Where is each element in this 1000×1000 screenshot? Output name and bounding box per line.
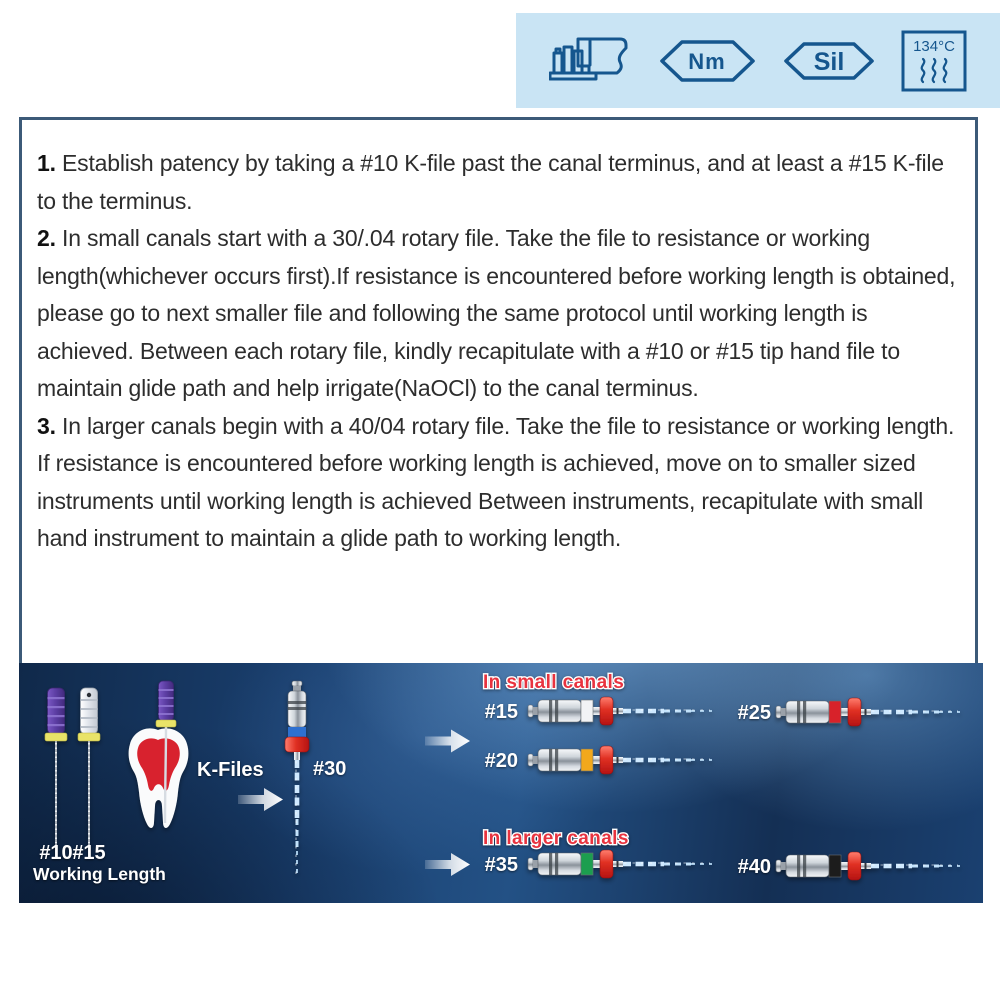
- size-band-40: [829, 855, 841, 877]
- step-text: In larger canals begin with a 40/04 rotary file. Take the file to resistance or working length. If resistance is encountered before working length is achieved, move on to smaller sized instruments until working length is achieved Between instruments, recapitulate with small hand instrument to maintain a glide path to working length.: [37, 412, 955, 551]
- rotary-20-label: #20: [484, 750, 518, 772]
- working-length-caption: Working Length: [33, 864, 166, 884]
- hand-file-15: [78, 688, 100, 845]
- rotary-35-label: #35: [484, 854, 518, 876]
- autoclave-134c-icon: [901, 30, 967, 92]
- rotary-file-40: [776, 852, 960, 880]
- tooth-illustration: [129, 681, 189, 828]
- arrow-right-icon: [425, 730, 470, 753]
- size-band-15: [581, 700, 593, 722]
- rotary-file-15: [528, 697, 712, 725]
- instruction-item-1: [37, 145, 963, 220]
- step-text: Establish patency by taking a #10 K-file past the canal terminus, and at least a #15 K-file to the terminus.: [37, 150, 944, 214]
- niti-hexagon-icon: [659, 39, 756, 83]
- size-band-30: [288, 727, 306, 737]
- arrow-right-icon: [425, 853, 470, 876]
- rotary-30-label: #30: [313, 758, 347, 780]
- rotary-15-label: #15: [484, 701, 518, 723]
- autoclave-temp-label: 134°C: [913, 37, 956, 55]
- niti-label: Nm: [688, 48, 726, 74]
- hand-file-10-label: #10: [39, 842, 73, 864]
- sil-label: Sil: [813, 47, 845, 76]
- small-canals-heading: In small canals: [483, 672, 625, 693]
- instruction-item-2: [37, 220, 963, 408]
- larger-canals-heading: In larger canals: [483, 828, 629, 849]
- rotary-file-30: [285, 681, 309, 877]
- sil-hexagon-icon: [783, 41, 875, 81]
- rotary-40-label: #40: [737, 856, 771, 878]
- step-text: In small canals start with a 30/.04 rotary file. Take the file to resistance or working length(whichever occurs first).If resistance is encountered before working length is obtained, please go to next smaller file and following the same protocol until working length is achieved. Between each rotary file, kindly recapitulate with a #10 or #15 tip hand file to maintain glide path and help irrigate(NaOCl) to the canal terminus.: [37, 225, 956, 401]
- arrow-right-icon: [238, 788, 283, 811]
- size-band-20: [581, 749, 593, 771]
- step-number: 3.: [37, 412, 56, 439]
- size-band-35: [581, 853, 593, 875]
- endo-motor-icon: [549, 36, 633, 86]
- hand-file-10: [45, 688, 67, 845]
- technique-diagram: [19, 663, 983, 903]
- instruction-box: [19, 117, 978, 663]
- rotary-file-35: [528, 850, 712, 878]
- rotary-25-label: #25: [737, 702, 771, 724]
- rotary-file-20: [528, 746, 712, 774]
- size-band-25: [829, 701, 841, 723]
- hand-file-15-label: #15: [72, 842, 106, 864]
- step-number: 1.: [37, 150, 56, 176]
- rotary-file-25: [776, 698, 960, 726]
- certification-banner: [516, 13, 1000, 108]
- k-files-label: K-Files: [197, 759, 264, 781]
- step-number: 2.: [37, 225, 56, 251]
- instruction-item-3: [37, 408, 963, 558]
